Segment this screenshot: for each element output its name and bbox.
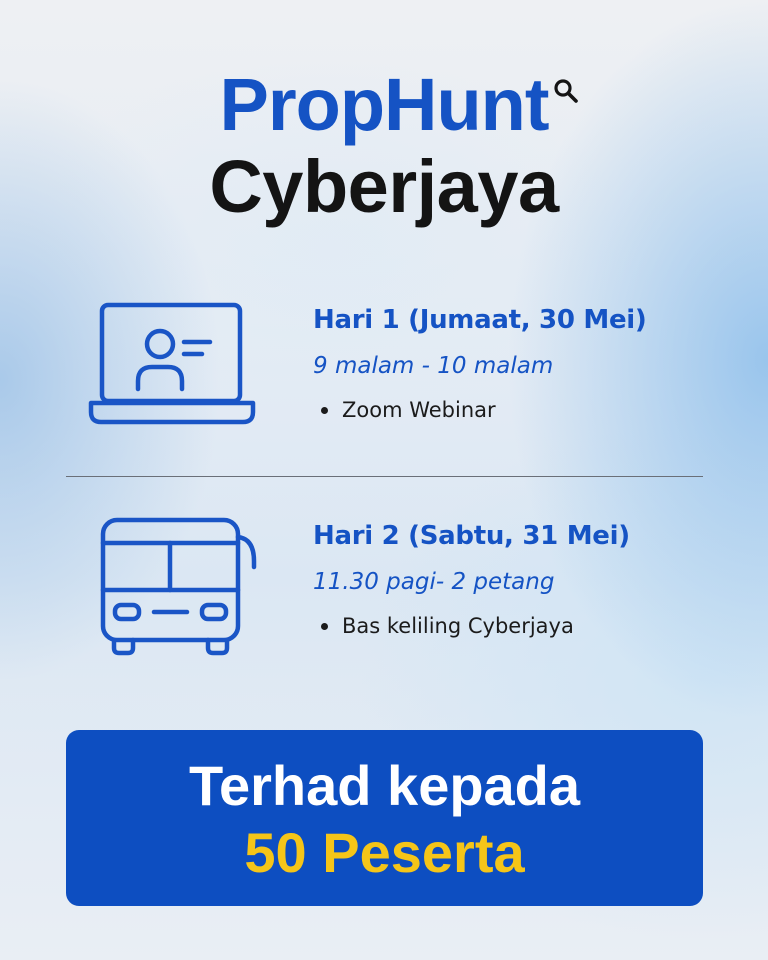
day-2-time: 11.30 pagi- 2 petang [313,569,555,595]
day-2-detail: Bas keliling Cyberjaya [342,614,574,638]
laptop-user-icon [88,302,256,426]
day-2-title: Hari 2 (Sabtu, 31 Mei) [313,521,630,551]
banner-line-2: 50 Peserta [244,821,525,884]
day-1-detail: Zoom Webinar [342,398,496,422]
day-1-info [313,307,646,422]
day-2-detail-item [313,614,630,638]
city-title: Cyberjaya [209,145,559,228]
limit-banner [66,730,703,906]
bus-icon [98,515,260,657]
bullet-icon [321,623,328,630]
brand-name: PropHunt [219,63,549,146]
day-1-detail-item [313,398,646,422]
day-1-time: 9 malam - 10 malam [313,353,554,379]
brand-logo [219,63,549,146]
section-divider [66,476,703,477]
brand-line [0,63,768,146]
bullet-icon [321,407,328,414]
search-icon [553,78,579,104]
banner-line-1: Terhad kepada [188,754,581,817]
day-2-info [313,523,630,638]
day-1-title: Hari 1 (Jumaat, 30 Mei) [313,305,647,335]
